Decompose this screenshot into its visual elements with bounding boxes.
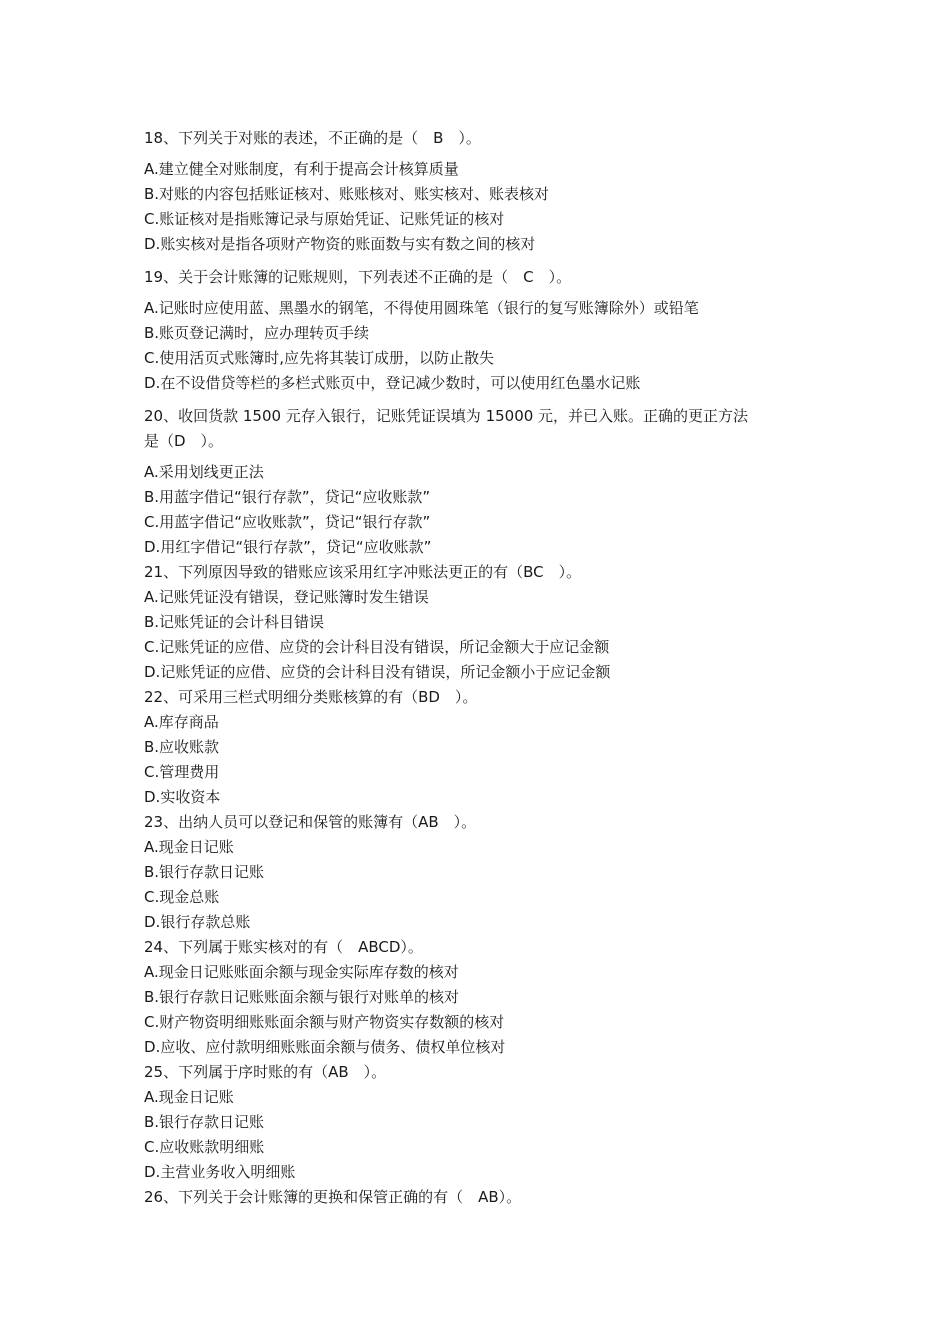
question-26 — [144, 1185, 824, 1210]
question-20 — [144, 404, 824, 560]
option-b: B.应收账款 — [144, 738, 220, 756]
question-22 — [144, 685, 824, 810]
option-c: C.现金总账 — [144, 888, 220, 906]
option-b: B.银行存款日记账 — [144, 1113, 265, 1131]
question-stem: 22、可采用三栏式明细分类账核算的有（BD ）。 — [144, 688, 478, 706]
option-a: A.现金日记账 — [144, 1088, 234, 1106]
question-25 — [144, 1060, 824, 1185]
option-d: D.在不设借贷等栏的多栏式账页中，登记减少数时，可以使用红色墨水记账 — [144, 374, 641, 392]
option-a: A.建立健全对账制度，有利于提高会计核算质量 — [144, 160, 459, 178]
option-b: B.记账凭证的会计科目错误 — [144, 613, 325, 631]
question-stem: 25、下列属于序时账的有（AB ）。 — [144, 1063, 387, 1081]
question-stem-line-1: 20、收回货款 1500 元存入银行，记账凭证误填为 15000 元，并已入账。正确的更正方法 — [144, 407, 749, 425]
option-c: C.使用活页式账簿时,应先将其装订成册，以防止散失 — [144, 349, 495, 367]
question-stem: 24、下列属于账实核对的有（ ABCD）。 — [144, 938, 423, 956]
question-24 — [144, 935, 824, 1060]
question-21 — [144, 560, 824, 685]
option-a: A.记账凭证没有错误，登记账簿时发生错误 — [144, 588, 429, 606]
option-d: D.银行存款总账 — [144, 913, 251, 931]
option-a: A.现金日记账 — [144, 838, 234, 856]
option-d: D.账实核对是指各项财产物资的账面数与实有数之间的核对 — [144, 235, 536, 253]
question-18 — [144, 126, 824, 257]
option-a: A.采用划线更正法 — [144, 463, 264, 481]
option-c: C.账证核对是指账簿记录与原始凭证、记账凭证的核对 — [144, 210, 505, 228]
option-a: A.现金日记账账面余额与现金实际库存数的核对 — [144, 963, 459, 981]
question-19 — [144, 265, 824, 396]
option-d: D.用红字借记“银行存款”，贷记“应收账款” — [144, 538, 432, 556]
option-b: B.银行存款日记账账面余额与银行对账单的核对 — [144, 988, 460, 1006]
option-c: C.管理费用 — [144, 763, 220, 781]
option-d: D.主营业务收入明细账 — [144, 1163, 296, 1181]
option-c: C.用蓝字借记“应收账款”，贷记“银行存款” — [144, 513, 431, 531]
option-d: D.实收资本 — [144, 788, 221, 806]
option-b: B.银行存款日记账 — [144, 863, 265, 881]
option-c: C.应收账款明细账 — [144, 1138, 265, 1156]
option-b: B.用蓝字借记“银行存款”，贷记“应收账款” — [144, 488, 431, 506]
option-c: C.记账凭证的应借、应贷的会计科目没有错误，所记金额大于应记金额 — [144, 638, 610, 656]
option-c: C.财产物资明细账账面余额与财产物资实存数额的核对 — [144, 1013, 505, 1031]
option-a: A.库存商品 — [144, 713, 219, 731]
question-stem: 26、下列关于会计账簿的更换和保管正确的有（ AB）。 — [144, 1188, 522, 1206]
question-stem-line-2: 是（D ）。 — [144, 432, 224, 450]
question-stem: 23、出纳人员可以登记和保管的账簿有（AB ）。 — [144, 813, 477, 831]
option-a: A.记账时应使用蓝、黑墨水的钢笔，不得使用圆珠笔（银行的复写账簿除外）或铅笔 — [144, 299, 699, 317]
question-stem: 19、关于会计账簿的记账规则，下列表述不正确的是（ C ）。 — [144, 268, 572, 286]
question-stem: 18、下列关于对账的表述，不正确的是（ B ）。 — [144, 129, 481, 147]
option-d: D.应收、应付款明细账账面余额与债务、债权单位核对 — [144, 1038, 506, 1056]
question-stem: 21、下列原因导致的错账应该采用红字冲账法更正的有（BC ）。 — [144, 563, 582, 581]
option-b: B.账页登记满时，应办理转页手续 — [144, 324, 370, 342]
option-b: B.对账的内容包括账证核对、账账核对、账实核对、账表核对 — [144, 185, 550, 203]
question-23 — [144, 810, 824, 935]
option-d: D.记账凭证的应借、应贷的会计科目没有错误，所记金额小于应记金额 — [144, 663, 611, 681]
document-page — [144, 126, 824, 1210]
